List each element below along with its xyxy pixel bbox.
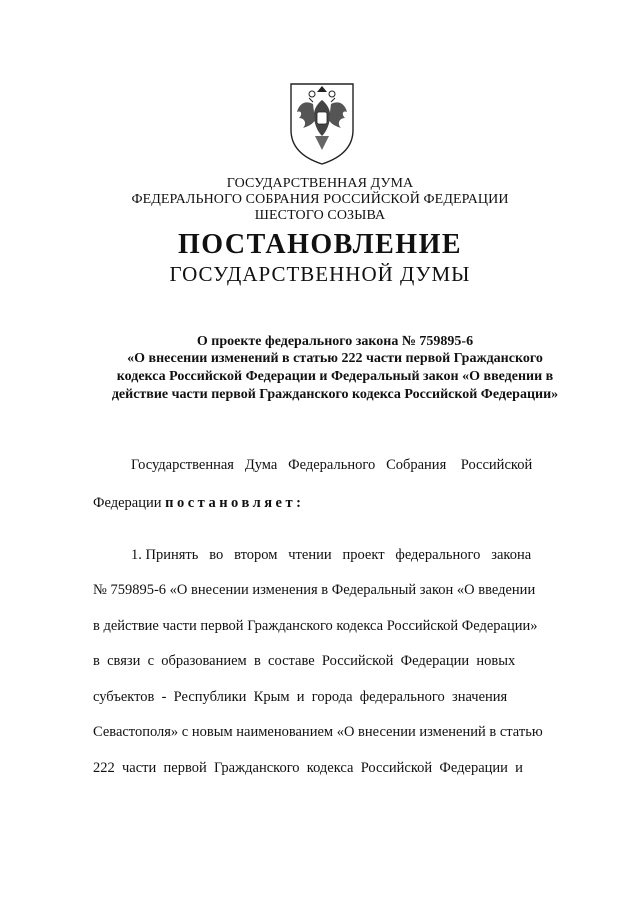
paragraph-line: 1. Принять во втором чтении проект федерального закона (131, 547, 532, 563)
paragraph-line: № 759895-6 «О внесении изменения в Федеральный закон «О введении (93, 582, 536, 598)
subject-line: О проекте федерального закона № 759895-6 (196, 334, 474, 349)
document-type-title: ПОСТАНОВЛЕНИЕ (177, 229, 463, 260)
paragraph-line: в действие части первой Гражданского кодекса Российской Федерации» (93, 618, 538, 634)
paragraph-line: Севастополя» с новым наименованием «О внесении изменений в статью (93, 724, 543, 740)
subject-line: действие части первой Гражданского кодекса Российской Федерации» (111, 387, 559, 402)
paragraph-line: субъектов - Республики Крым и города федерального значения (93, 689, 508, 705)
paragraph-line: в связи с образованием в составе Российской Федерации новых (93, 653, 516, 669)
subject-line: кодекса Российской Федерации и Федеральный закон «О введении в (116, 369, 554, 384)
paragraph-line: 222 части первой Гражданского кодекса Российской Федерации и (93, 760, 523, 776)
org-name-line: ГОСУДАРСТВЕННАЯ ДУМА (226, 176, 414, 191)
org-name-line: ФЕДЕРАЛЬНОГО СОБРАНИЯ РОССИЙСКОЙ ФЕДЕРАЦИИ (131, 192, 509, 207)
document-type-subtitle: ГОСУДАРСТВЕННОЙ ДУМЫ (169, 262, 471, 286)
convocation-line: ШЕСТОГО СОЗЫВА (254, 208, 386, 223)
coat-of-arms-icon (287, 80, 357, 166)
preamble-line (93, 494, 573, 512)
preamble-prefix: Федерации (93, 495, 166, 511)
resolves-keyword: постановляет: (165, 495, 305, 511)
subject-line: «О внесении изменений в статью 222 части первой Гражданского (127, 351, 543, 366)
preamble-line: Государственная Дума Федерального Собрания Российской (131, 457, 533, 473)
